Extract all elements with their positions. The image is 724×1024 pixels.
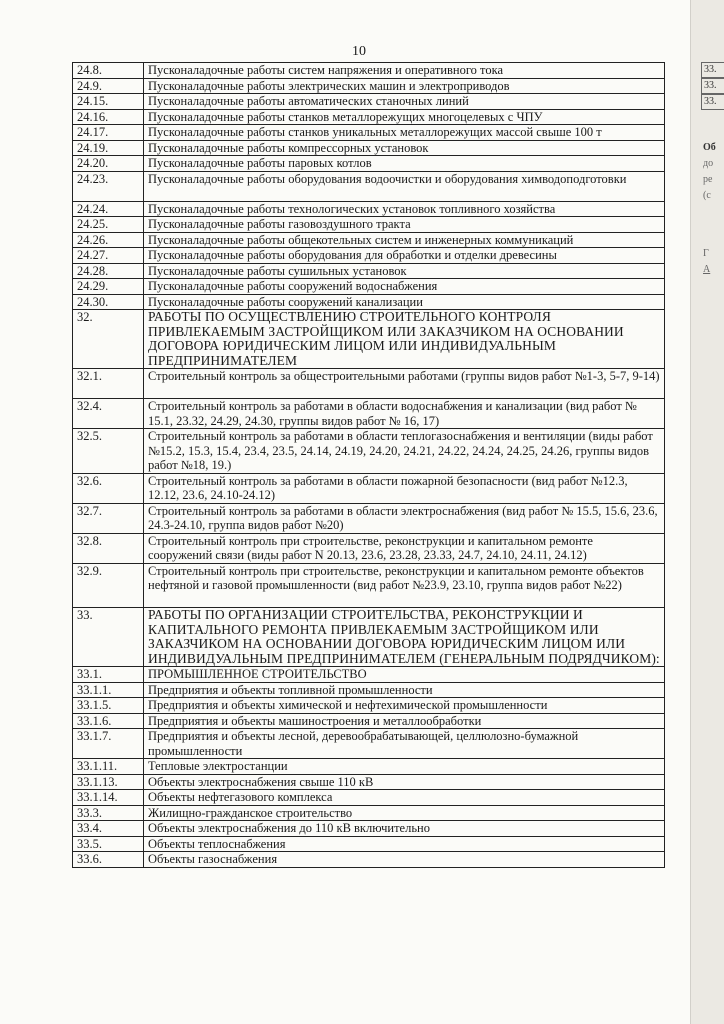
table-row [73,563,665,608]
row-number: 32.5. [73,429,144,474]
table-row [73,836,665,852]
row-number: 32.6. [73,473,144,503]
row-number: 33.5. [73,836,144,852]
table-row [73,248,665,264]
page-number: 10 [352,44,366,59]
row-number: 24.29. [73,279,144,295]
row-description: Объекты электроснабжения свыше 110 кВ [144,774,665,790]
next-sheet-text: А [703,264,711,275]
next-sheet-text: (с [703,190,711,201]
table-row [73,759,665,775]
row-number: 24.23. [73,171,144,201]
table-row [73,399,665,429]
table-row [73,729,665,759]
row-description: Предприятия и объекты машиностроения и металлообработки [144,713,665,729]
row-description: Пусконаладочные работы оборудования для обработки и отделки древесины [144,248,665,264]
table-row [73,369,665,399]
row-description: Пусконаладочные работы станков уникальных металлорежущих массой свыше 100 т [144,125,665,141]
row-description: Пусконаладочные работы станков металлорежущих многоцелевых с ЧПУ [144,109,665,125]
row-number: 24.9. [73,78,144,94]
row-number: 24.26. [73,232,144,248]
next-sheet-text: Об [703,142,716,153]
row-number: 33.6. [73,852,144,868]
row-number: 32.7. [73,503,144,533]
row-number: 33.1.1. [73,682,144,698]
row-number: 32.9. [73,563,144,608]
row-description: Объекты газоснабжения [144,852,665,868]
row-number: 24.17. [73,125,144,141]
row-description: Объекты нефтегазового комплекса [144,790,665,806]
row-number: 24.24. [73,201,144,217]
row-description: Пусконаладочные работы сушильных установок [144,263,665,279]
table-row [73,232,665,248]
row-description: Строительный контроль за работами в области теплогазоснабжения и вентиляции (виды работ №15.2, 15.3, 15.4, 23.4, 23.5, 24.14, 24.19, 24.20, 24.21, 24.22, 24.24, 24.25, 24.26, группы видов работ №18, 19.) [144,429,665,474]
table-row [73,156,665,172]
table-row [73,713,665,729]
table-row [73,473,665,503]
row-number: 24.20. [73,156,144,172]
row-number: 32. [73,310,144,369]
table-row [73,503,665,533]
section-row [73,310,665,369]
table-row [73,201,665,217]
table-row [73,63,665,79]
row-number: 33.1.6. [73,713,144,729]
table-row [73,140,665,156]
table-row [73,790,665,806]
row-number: 24.28. [73,263,144,279]
table-row [73,852,665,868]
row-description: Предприятия и объекты топливной промышленности [144,682,665,698]
row-description: ПРОМЫШЛЕННОЕ СТРОИТЕЛЬСТВО [144,667,665,683]
row-number: 32.8. [73,533,144,563]
row-description: Предприятия и объекты лесной, деревообрабатывающей, целлюлозно-бумажной промышленности [144,729,665,759]
row-description: Предприятия и объекты химической и нефтехимической промышленности [144,698,665,714]
next-sheet-text: до [703,158,714,169]
next-sheet-cell: 33. [701,94,724,110]
row-number: 33.1.14. [73,790,144,806]
row-description: Объекты электроснабжения до 110 кВ включительно [144,821,665,837]
row-number: 33. [73,608,144,667]
table-row [73,667,665,683]
row-number: 24.30. [73,294,144,310]
table-row [73,774,665,790]
work-types-table [72,62,665,868]
row-description: Строительный контроль при строительстве, реконструкции и капитальном ремонте объектов нефтяной и газовой промышленности (вид работ №23.9, 23.10, группа видов работ №22) [144,563,665,608]
row-description: РАБОТЫ ПО ОРГАНИЗАЦИИ СТРОИТЕЛЬСТВА, РЕКОНСТРУКЦИИ И КАПИТАЛЬНОГО РЕМОНТА ПРИВЛЕКАЕМЫМ ЗАСТРОЙЩИКОМ ИЛИ ЗАКАЗЧИКОМ НА ОСНОВАНИИ ДОГОВОРА ЮРИДИЧЕСКИМ ЛИЦОМ ИЛИ ИНДИВИДУАЛЬНЫМ ПРЕДПРИНИМАТЕЛЕМ (ГЕНЕРАЛЬНЫМ ПОДРЯДЧИКОМ): [144,608,665,667]
table-row [73,294,665,310]
table-row [73,821,665,837]
table-row [73,698,665,714]
row-description: Строительный контроль за работами в области пожарной безопасности (вид работ №12.3, 12.12, 23.6, 24.10-24.12) [144,473,665,503]
row-number: 32.1. [73,369,144,399]
row-description: Пусконаладочные работы газовоздушного тракта [144,217,665,233]
next-sheet-text: Г [703,248,709,259]
row-description: Пусконаладочные работы сооружений канализации [144,294,665,310]
row-number: 33.1. [73,667,144,683]
row-description: Строительный контроль за работами в области водоснабжения и канализации (вид работ № 15.1, 23.32, 24.29, 24.30, группы видов работ № 16, 17) [144,399,665,429]
row-number: 33.3. [73,805,144,821]
row-number: 33.1.7. [73,729,144,759]
row-description: Пусконаладочные работы сооружений водоснабжения [144,279,665,295]
row-description: Объекты теплоснабжения [144,836,665,852]
row-description: Пусконаладочные работы общекотельных систем и инженерных коммуникаций [144,232,665,248]
row-description: Пусконаладочные работы автоматических станочных линий [144,94,665,110]
next-sheet-cell: 33. [701,78,724,94]
row-number: 24.25. [73,217,144,233]
row-description: Пусконаладочные работы систем напряжения и оперативного тока [144,63,665,79]
row-description: Строительный контроль при строительстве, реконструкции и капитальном ремонте сооружений связи (виды работ N 20.13, 23.6, 23.28, 23.33, 24.7, 24.10, 24.11, 24.12) [144,533,665,563]
row-description: Пусконаладочные работы оборудования водоочистки и оборудования химводоподготовки [144,171,665,201]
row-number: 33.1.5. [73,698,144,714]
row-description: Пусконаладочные работы технологических установок топливного хозяйства [144,201,665,217]
row-description: Пусконаладочные работы паровых котлов [144,156,665,172]
table-row [73,78,665,94]
table-row [73,217,665,233]
row-description: Строительный контроль за работами в области электроснабжения (вид работ № 15.5, 15.6, 23.6, 24.3-24.10, группа видов работ №20) [144,503,665,533]
table-row [73,279,665,295]
row-number: 24.15. [73,94,144,110]
row-number: 24.8. [73,63,144,79]
table-row [73,94,665,110]
next-sheet-edge [690,0,724,1024]
table-row [73,171,665,201]
row-description: Пусконаладочные работы электрических машин и электроприводов [144,78,665,94]
table-row [73,263,665,279]
table-row [73,429,665,474]
next-sheet-cell: 33. [701,62,724,78]
row-number: 24.16. [73,109,144,125]
row-number: 33.1.11. [73,759,144,775]
row-number: 24.27. [73,248,144,264]
next-sheet-text: ре [703,174,713,185]
row-description: РАБОТЫ ПО ОСУЩЕСТВЛЕНИЮ СТРОИТЕЛЬНОГО КОНТРОЛЯ ПРИВЛЕКАЕМЫМ ЗАСТРОЙЩИКОМ ИЛИ ЗАКАЗЧИКОМ НА ОСНОВАНИИ ДОГОВОРА ЮРИДИЧЕСКИМ ЛИЦОМ ИЛИ ИНДИВИДУАЛЬНЫМ ПРЕДПРИНИМАТЕЛЕМ [144,310,665,369]
row-number: 33.4. [73,821,144,837]
row-description: Пусконаладочные работы компрессорных установок [144,140,665,156]
table-row [73,109,665,125]
row-number: 24.19. [73,140,144,156]
row-description: Строительный контроль за общестроительными работами (группы видов работ №1-3, 5-7, 9-14) [144,369,665,399]
table-row [73,805,665,821]
row-description: Тепловые электростанции [144,759,665,775]
table-row [73,533,665,563]
row-number: 33.1.13. [73,774,144,790]
table-row [73,125,665,141]
row-number: 32.4. [73,399,144,429]
table-row [73,682,665,698]
row-description: Жилищно-гражданское строительство [144,805,665,821]
section-row [73,608,665,667]
